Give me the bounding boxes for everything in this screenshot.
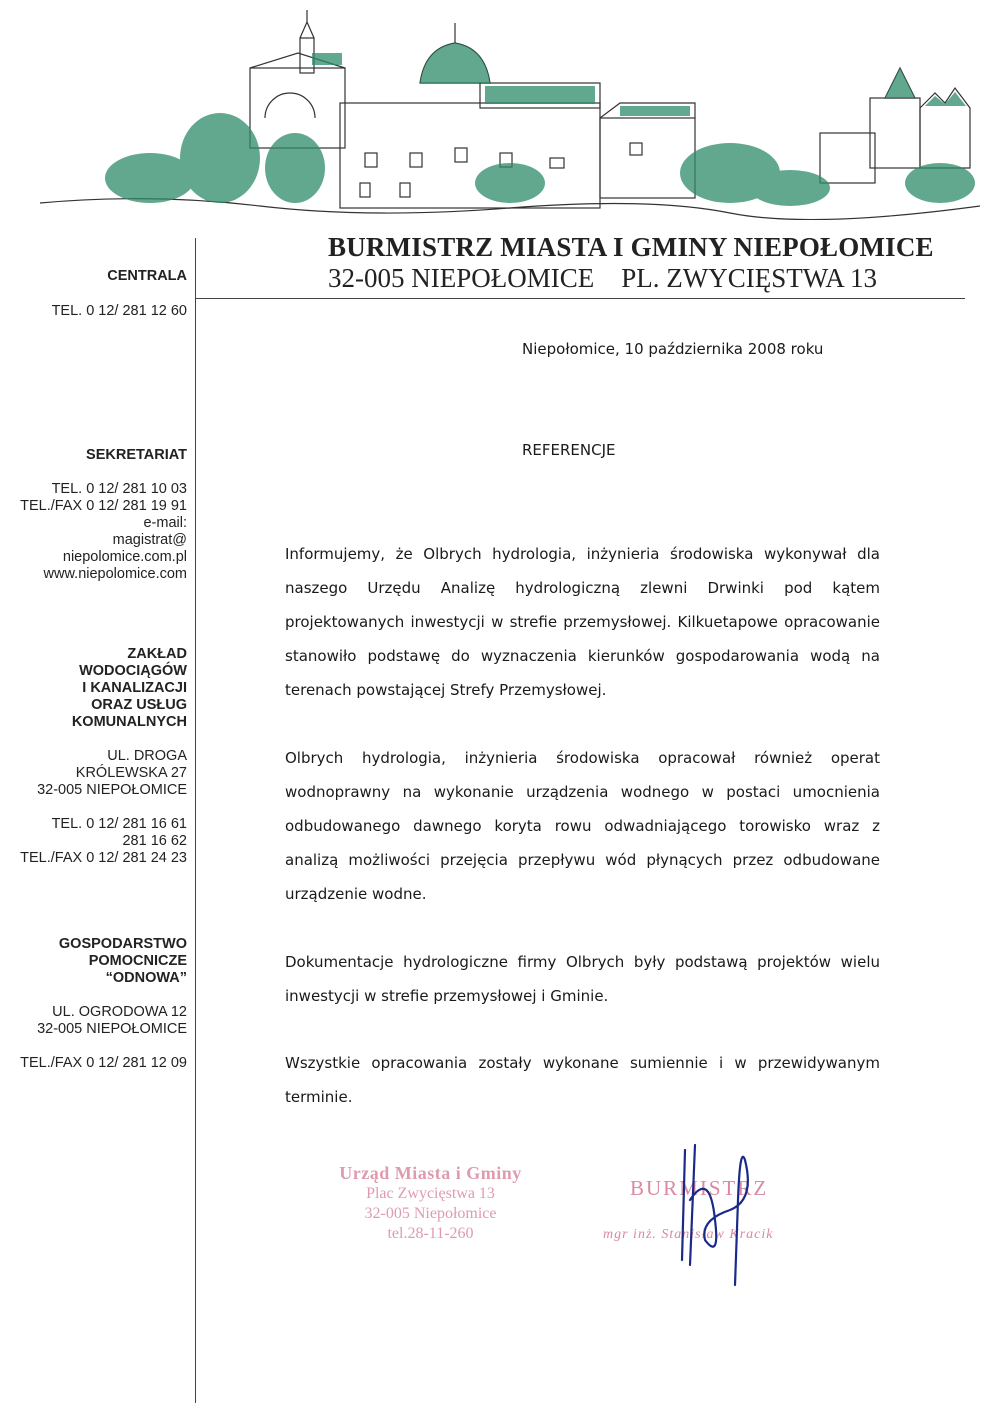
gospodarstwo-phone-line: TEL./FAX 0 12/ 281 12 09: [20, 1055, 187, 1071]
office-stamp: [318, 1163, 543, 1244]
zaklad-heading-line: WODOCIĄGÓW: [79, 663, 187, 679]
letter-paragraph: Wszystkie opracowania zostały wykonane sumiennie i w przewidywanym terminie.: [285, 1054, 880, 1106]
gospodarstwo-address-line: 32-005 NIEPOŁOMICE: [37, 1021, 187, 1037]
zaklad-heading-line: I KANALIZACJI: [82, 680, 187, 696]
gospodarstwo-heading-line: POMOCNICZE: [88, 953, 187, 969]
centrala-heading: CENTRALA: [107, 268, 187, 284]
zaklad-address-line: KRÓLEWSKA 27: [75, 765, 187, 781]
header-divider-line: [195, 298, 965, 299]
gospodarstwo-heading: [20, 936, 187, 987]
zaklad-heading-line: ZAKŁAD: [127, 646, 187, 662]
sidebar-zaklad: [20, 646, 187, 867]
stamp-line: Plac Zwycięstwa 13: [366, 1185, 495, 1202]
sekretariat-line: e-mail:: [143, 515, 187, 531]
letter-date: Niepołomice, 10 października 2008 roku: [522, 340, 824, 358]
zaklad-phone-line: TEL. 0 12/ 281 16 61: [51, 816, 187, 832]
zaklad-heading: [20, 646, 187, 731]
letter-paragraph: Dokumentacje hydrologiczne firmy Olbrych były podstawą projektów wielu inwestycji w strefie przemysłowej i Gminie.: [285, 953, 880, 1005]
zaklad-heading-line: ORAZ USŁUG: [91, 697, 187, 713]
sekretariat-line: niepolomice.com.pl: [62, 549, 187, 565]
sekretariat-line: www.niepolomice.com: [43, 566, 187, 582]
sidebar-gospodarstwo: [20, 936, 187, 1072]
signature-title: BURMISTRZ: [630, 1176, 769, 1200]
letter-heading: REFERENCJE: [522, 441, 616, 459]
letterhead-title: BURMISTRZ MIASTA I GMINY NIEPOŁOMICE: [328, 232, 934, 262]
zaklad-phone-line: 281 16 62: [122, 833, 187, 849]
sekretariat-line: magistrat@: [112, 532, 187, 548]
stamp-line: 32-005 Niepołomice: [364, 1205, 497, 1222]
letter-paragraph: Olbrych hydrologia, inżynieria środowiska opracował również operat wodnoprawny na wykonanie urządzenia wodnego w postaci umocnienia odbudowanego dawnego koryta rowu odwadniającego torowisko wraz z analizą możliwości przejęcia przepływu wód płynących przez odbudowane urządzenie wodne.: [285, 749, 880, 903]
stamp-line: Urząd Miasta i Gminy: [339, 1163, 522, 1183]
sidebar-centrala: [52, 268, 187, 320]
zaklad-heading-line: KOMUNALNYCH: [71, 714, 187, 730]
centrala-phone: TEL. 0 12/ 281 12 60: [51, 303, 187, 319]
sekretariat-line: TEL./FAX 0 12/ 281 19 91: [20, 498, 187, 514]
handwritten-signature: [660, 1140, 780, 1290]
gospodarstwo-address-line: UL. OGRODOWA 12: [52, 1004, 187, 1020]
zaklad-phone-line: TEL./FAX 0 12/ 281 24 23: [20, 850, 187, 866]
stamp-line: tel.28-11-260: [387, 1225, 474, 1242]
gospodarstwo-heading-line: “ODNOWA”: [105, 970, 187, 986]
sekretariat-heading: SEKRETARIAT: [86, 447, 187, 463]
zaklad-address-line: UL. DROGA: [107, 748, 187, 764]
letterhead-address: 32-005 NIEPOŁOMICE PL. ZWYCIĘSTWA 13: [328, 263, 877, 293]
zaklad-address-line: 32-005 NIEPOŁOMICE: [37, 782, 187, 798]
gospodarstwo-heading-line: GOSPODARSTWO: [58, 936, 187, 952]
sidebar-divider-line: [195, 238, 196, 1403]
sidebar-sekretariat: [20, 447, 187, 583]
signature-name: mgr inż. Stanisław Kracik: [603, 1227, 774, 1242]
letter-paragraph: Informujemy, że Olbrych hydrologia, inżynieria środowiska wykonywał dla naszego Urzędu Analizę hydrologiczną zlewni Drwinki pod kątem projektowanych inwestycji w strefie przemysłowej. Kilkuetapowe opracowanie stanowiło podstawę do wyznaczenia kierunków gospodarowania wodą na terenach powstającej Strefy Przemysłowej.: [285, 545, 880, 699]
town-skyline-illustration: [30, 8, 980, 220]
sekretariat-line: TEL. 0 12/ 281 10 03: [51, 481, 187, 497]
